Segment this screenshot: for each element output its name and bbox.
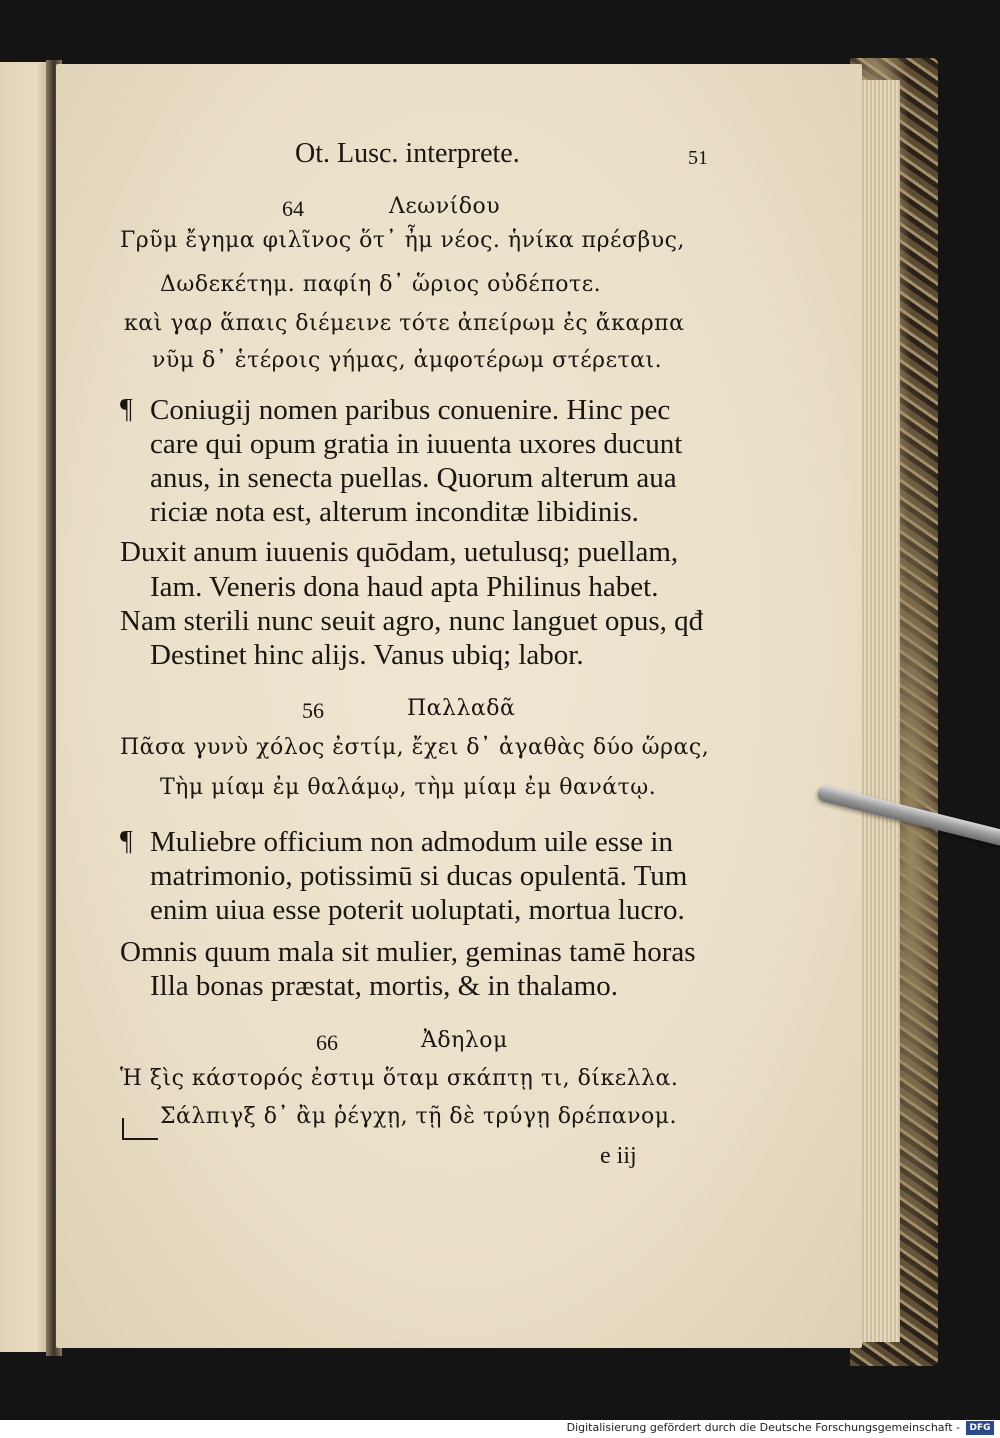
verse-line: Duxit anum iuuenis quōdam, uetulusq; puellam, <box>120 536 679 568</box>
epigram-author: Παλλαδᾶ <box>407 696 516 721</box>
greek-line: Σάλπιγξ δ᾽ ἂμ ῥέγχῃ, τῇ δὲ τρύγῃ δρέπανομ. <box>160 1104 678 1129</box>
folio-number: 51 <box>688 147 708 169</box>
paragraph-mark: ¶ <box>120 394 133 425</box>
epigram-number: 56 <box>302 698 324 723</box>
comment-line: riciæ nota est, alterum inconditæ libidinis. <box>150 496 639 528</box>
verse-line: Iam. Veneris dona haud apta Philinus habet. <box>150 571 659 603</box>
greek-line: καὶ γαρ ἅπαις διέμεινε τότε ἀπείρωμ ἐς ἄκαρπα <box>124 311 685 336</box>
dfg-logo: DFG <box>966 1421 994 1435</box>
left-page-edge <box>0 62 52 1352</box>
greek-line: Τὴμ μίαμ ἐμ θαλάμῳ, τὴμ μίαμ ἐμ θανάτῳ. <box>160 775 657 800</box>
greek-line: Γρῦμ ἔγημα φιλῖνος ὅτ᾽ ἦμ νέος. ἡνίκα πρέσβυς, <box>120 228 685 253</box>
running-head: Ot. Lusc. interprete. <box>295 138 520 169</box>
verse-line: Illa bonas præstat, mortis, & in thalamo. <box>150 970 618 1002</box>
greek-line: Πᾶσα γυνὺ χόλος ἐστίμ, ἔχει δ᾽ ἀγαθὰς δύο ὥρας, <box>120 735 710 760</box>
epigram-number: 66 <box>316 1030 338 1055</box>
greek-line: Δωδεκέτημ. παφίη δ᾽ ὥριος οὐδέποτε. <box>160 272 602 297</box>
verse-line: Omnis quum mala sit mulier, geminas tamē horas <box>120 936 696 968</box>
verse-line: Nam sterili nunc seuit agro, nunc languet opus, qđ <box>120 605 704 637</box>
epigram-author: Λεωνίδου <box>389 194 501 219</box>
comment-line: care qui opum gratia in iuuenta uxores ducunt <box>150 428 683 460</box>
comment-line: Muliebre officium non admodum uile esse in <box>150 826 673 858</box>
comment-line: Coniugij nomen paribus conuenire. Hinc pec <box>150 394 671 426</box>
signature-mark: e iij <box>600 1143 637 1169</box>
comment-line: enim uiua esse poterit uoluptati, mortua lucro. <box>150 894 685 926</box>
comment-line: matrimonio, potissimū si ducas opulentā. Tum <box>150 860 688 892</box>
epigram-author: Ἀδηλομ <box>421 1028 508 1053</box>
footer-credit: Digitalisierung gefördert durch die Deutsche Forschungsgemeinschaft - <box>566 1421 960 1434</box>
paragraph-mark: ¶ <box>120 826 133 857</box>
greek-line: Ἡ ξὶς κάστορός ἐστιμ ὅταμ σκάπτῃ τι, δίκελλα. <box>120 1066 679 1091</box>
epigram-number: 64 <box>282 196 304 221</box>
verse-line: Destinet hinc alijs. Vanus ubiq; labor. <box>150 639 584 671</box>
greek-line: νῦμ δ᾽ ἑτέροις γήμας, ἀμφοτέρωμ στέρεται. <box>152 348 663 373</box>
comment-line: anus, in senecta puellas. Quorum alterum aua <box>150 462 677 494</box>
catchword-bracket <box>122 1118 158 1140</box>
